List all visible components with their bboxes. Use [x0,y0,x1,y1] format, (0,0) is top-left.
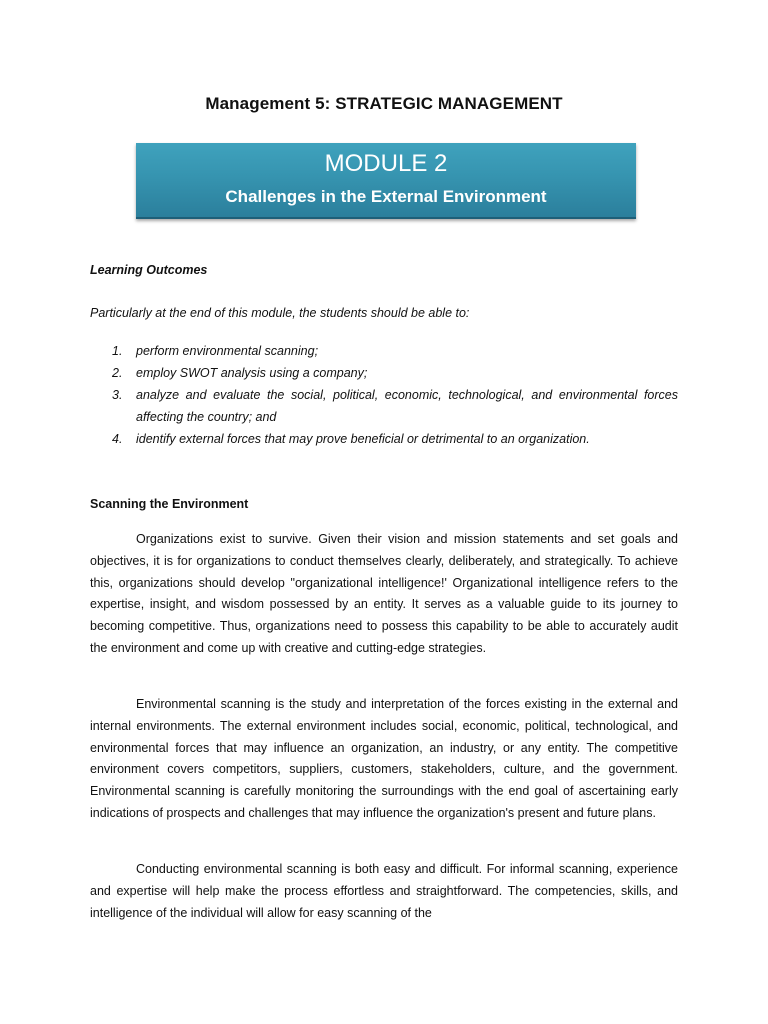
learning-outcomes-heading: Learning Outcomes [90,263,208,277]
outcome-text: perform environmental scanning; [136,344,319,358]
body-paragraph: Conducting environmental scanning is both easy and difficult. For informal scanning, experience and expertise will help make the process effortless and straightforward. The competencies, skills, and intelligence of the individual will allow for easy scanning of the [90,862,678,920]
outcome-item [90,384,678,428]
module-subtitle: Challenges in the External Environment [225,187,547,206]
outcome-text: employ SWOT analysis using a company; [136,366,368,380]
module-banner [136,143,636,219]
outcome-item [90,428,678,450]
outcome-text: analyze and evaluate the social, political, economic, technological, and environmental forces affecting the country; and [136,388,678,424]
outcome-number: 1. [112,344,123,358]
module-number: MODULE 2 [324,150,448,177]
outcome-text: identify external forces that may prove beneficial or detrimental to an organization. [136,432,590,446]
body-paragraph: Environmental scanning is the study and interpretation of the forces existing in the external and internal environments. The external environment includes social, economic, political, technological, and environmental forces that may influence an organization, an industry, or any entity. The competitive environment covers competitors, suppliers, customers, stakeholders, culture, and the government. Environmental scanning is carefully monitoring the surroundings with the end goal of ascertaining early indications of prospects and challenges that may influence the organization's present and future plans. [90,697,678,820]
outcome-number: 2. [112,366,123,380]
outcome-number: 4. [112,432,123,446]
outcome-item [90,340,678,362]
document-title: Management 5: STRATEGIC MANAGEMENT [205,94,563,113]
scanning-heading: Scanning the Environment [90,497,249,511]
learning-outcomes-list [90,340,678,450]
learning-outcomes-intro: Particularly at the end of this module, the students should be able to: [90,306,470,320]
outcome-number: 3. [112,388,123,402]
outcome-item [90,362,678,384]
body-paragraph: Organizations exist to survive. Given their vision and mission statements and set goals and objectives, it is for organizations to conduct themselves clearly, deliberately, and strategically. To achieve this, organizations should develop "organizational intelligence!' Organizational intelligence refers to the expertise, insight, and wisdom possessed by an entity. It serves as a valuable guide to its journey to becoming competitive. Thus, organizations need to possess this capability to be able to accurately audit the environment and come up with creative and cutting-edge strategies. [90,532,678,655]
